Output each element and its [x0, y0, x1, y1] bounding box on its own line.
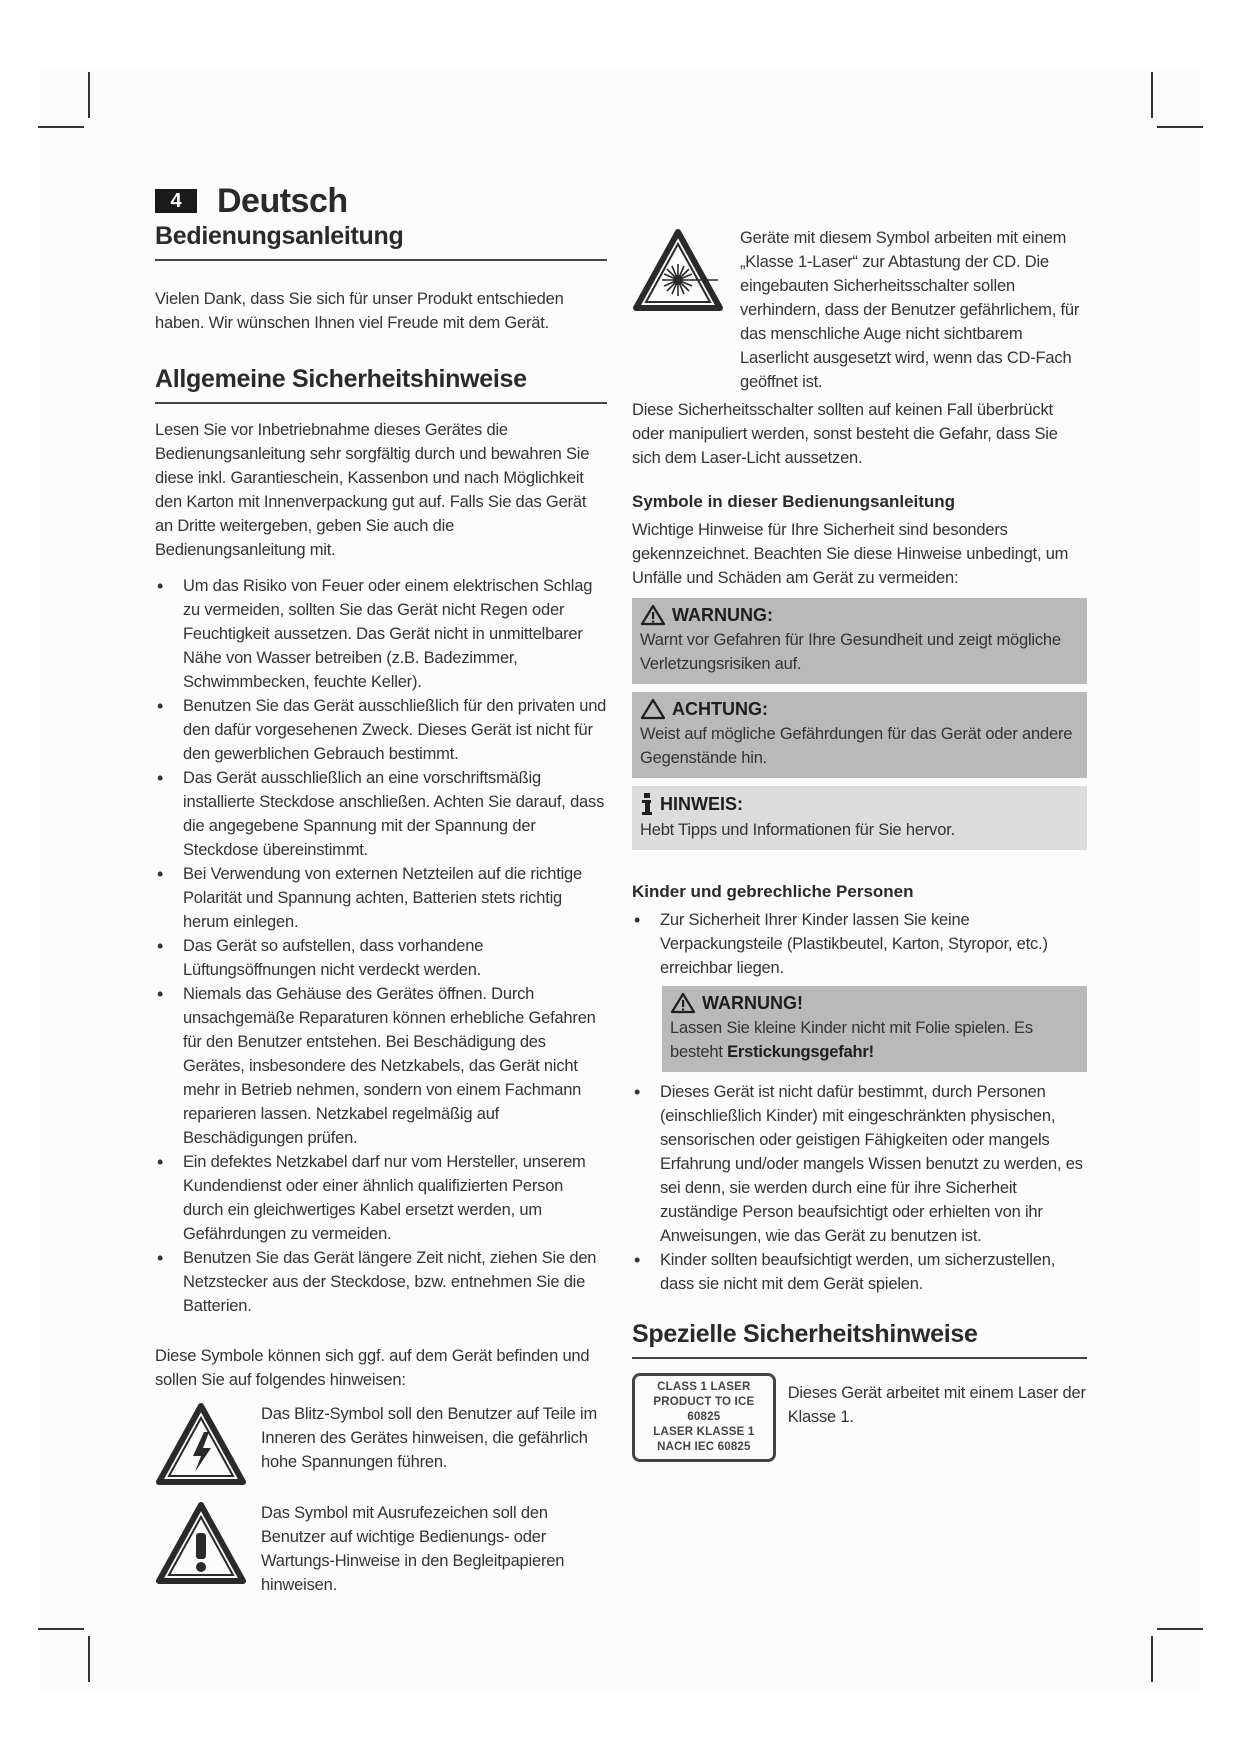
- laser-label-line: PRODUCT TO ICE 60825: [653, 1396, 755, 1423]
- laser-class-row: [632, 1373, 1087, 1462]
- children-warning-title: WARNUNG!: [702, 992, 803, 1013]
- lightning-warning-icon: [155, 1402, 247, 1491]
- laser-warning-icon: [632, 228, 724, 317]
- crop-mark: [1151, 72, 1153, 118]
- list-item: • Das Gerät ausschließlich an eine vorschriftsmäßig installierte Steckdose anschließen. Achten Sie darauf, dass die angegebene Spannung mit der Spannung der Steckdose übereinstimmt.: [155, 766, 607, 862]
- list-item: • Bei Verwendung von externen Netzteilen auf die richtige Polarität und Spannung achten, Batterien stets richtig herum einlegen.: [155, 862, 607, 934]
- crop-mark: [1151, 1636, 1153, 1682]
- caution-triangle-icon: [640, 698, 666, 720]
- warning-text: Warnt vor Gefahren für Ihre Gesundheit und zeigt mögliche Verletzungsrisiken auf.: [640, 631, 1061, 673]
- laser-label-line: LASER KLASSE 1: [653, 1426, 755, 1438]
- note-text: Hebt Tipps und Informationen für Sie hervor.: [640, 821, 955, 839]
- exclamation-text: Das Symbol mit Ausrufezeichen soll den Benutzer auf wichtige Bedienungs- oder Wartungs-Hinweise in den Begleitpapieren hinweisen.: [261, 1504, 565, 1594]
- laser-class-text: Dieses Gerät arbeitet mit einem Laser der Klasse 1.: [787, 1384, 1086, 1426]
- warning-title: WARNUNG:: [672, 604, 773, 625]
- special-safety-title: Spezielle Sicherheitshinweise: [632, 1320, 1087, 1359]
- manual-title: Bedienungsanleitung: [155, 222, 607, 261]
- safety-intro: Lesen Sie vor Inbetriebnahme dieses Gerätes die Bedienungsanleitung sehr sorgfältig durch und bewahren Sie diese inkl. Garantieschein, Kassenbon und nach Möglichkeit den Karton mit Innenverpackung gut auf. Falls Sie das Gerät an Dritte weitergeben, geben Sie auch die Bedienungsanleitung mit.: [155, 421, 590, 559]
- list-item: • Das Gerät so aufstellen, dass vorhandene Lüftungsöffnungen nicht verdeckt werden.: [155, 934, 607, 982]
- right-column: [632, 226, 1087, 1462]
- laser-label-line: NACH IEC 60825: [657, 1441, 751, 1453]
- list-item: • Niemals das Gehäuse des Gerätes öffnen. Durch unsachgemäße Reparaturen können erhebliche Gefahren für den Benutzer entstehen. Bei Beschädigung des Gerätes, insbesondere des Netzkabels, das Gerät nicht mehr in Betrieb nehmen, sondern von einem Fachmann reparieren lassen. Netzkabel regelmäßig auf Beschädigungen prüfen.: [155, 982, 607, 1150]
- laser-warning-text: Diese Sicherheitsschalter sollten auf keinen Fall überbrückt oder manipuliert werden, sonst besteht die Gefahr, dass Sie sich dem Laser-Licht aussetzen.: [632, 401, 1058, 467]
- symbols-intro: Diese Symbole können sich ggf. auf dem Gerät befinden und sollen Sie auf folgendes hinweisen:: [155, 1347, 590, 1389]
- crop-mark: [1157, 126, 1203, 128]
- list-item: • Kinder sollten beaufsichtigt werden, um sicherzustellen, dass sie nicht mit dem Gerät spielen.: [632, 1248, 1087, 1296]
- crop-mark: [38, 1628, 84, 1630]
- list-item: • Um das Risiko von Feuer oder einem elektrischen Schlag zu vermeiden, sollten Sie das Gerät nicht Regen oder Feuchtigkeit aussetzen. Das Gerät nicht in unmittelbarer Nähe von Wasser betreiben (z.B. Badezimmer, Schwimmbecken, feuchte Keller).: [155, 574, 607, 694]
- laser-label-line: CLASS 1 LASER: [657, 1381, 751, 1393]
- crop-mark: [38, 126, 84, 128]
- exclamation-symbol-row: [155, 1501, 607, 1597]
- info-icon: [640, 792, 654, 816]
- lightning-symbol-row: [155, 1402, 607, 1491]
- list-item: • Zur Sicherheit Ihrer Kinder lassen Sie keine Verpackungsteile (Plastikbeutel, Karton, Styropor, etc.) erreichbar liegen.: [632, 908, 1087, 980]
- list-item: • Dieses Gerät ist nicht dafür bestimmt, durch Personen (einschließlich Kinder) mit eingeschränkten physischen, sensorischen oder geistigen Fähigkeiten oder mangels Erfahrung und/oder mangels Wissen benutzt zu werden, es sei denn, sie werden durch eine für ihre Sicherheit zuständige Person beaufsichtigt oder erhielten von ihr Anweisungen, wie das Gerät zu benutzen ist.: [632, 1080, 1087, 1248]
- symbols-title: Symbole in dieser Bedienungsanleitung: [632, 492, 956, 511]
- crop-mark: [88, 72, 90, 118]
- page-number: 4: [155, 189, 197, 213]
- exclamation-warning-icon: [155, 1501, 247, 1590]
- children-warning-box: [662, 986, 1087, 1072]
- children-list-continued: [632, 1080, 1087, 1296]
- crop-mark: [88, 1636, 90, 1682]
- lightning-text: Das Blitz-Symbol soll den Benutzer auf Teile im Inneren des Gerätes hinweisen, die gefährlich hohe Spannungen führen.: [261, 1405, 598, 1471]
- caution-box: [632, 692, 1087, 778]
- warning-box: [632, 598, 1087, 684]
- symbols-text: Wichtige Hinweise für Ihre Sicherheit sind besonders gekennzeichnet. Beachten Sie diese Hinweise unbedingt, um Unfälle und Schäden am Gerät zu vermeiden:: [632, 521, 1069, 587]
- children-list: [632, 908, 1087, 980]
- children-warning-text: Lassen Sie kleine Kinder nicht mit Folie spielen. Es besteht: [670, 1019, 1033, 1061]
- warning-triangle-icon: [640, 604, 666, 626]
- general-safety-title: Allgemeine Sicherheitshinweise: [155, 365, 607, 404]
- warning-triangle-icon: [670, 992, 696, 1014]
- laser-symbol-text: Geräte mit diesem Symbol arbeiten mit einem „Klasse 1-Laser“ zur Abtastung der CD. Die eingebauten Sicherheitsschalter sollen verhindern, dass der Benutzer gefährlichem, für das menschliche Auge nicht sichtbarem Laserlicht ausgesetzt wird, wenn das CD-Fach geöffnet ist.: [740, 229, 1080, 391]
- crop-mark: [1157, 1628, 1203, 1630]
- language-title: Deutsch: [217, 181, 348, 220]
- laser-symbol-row: [632, 226, 1087, 394]
- page-header: [155, 178, 348, 224]
- note-box: [632, 786, 1087, 850]
- note-title: HINWEIS:: [660, 793, 743, 814]
- caution-title: ACHTUNG:: [672, 698, 768, 719]
- list-item: • Ein defektes Netzkabel darf nur vom Hersteller, unserem Kundendienst oder einer ähnlich qualifizierten Person durch ein gleichwertiges Kabel ersetzt werden, um Gefährdungen zu vermeiden.: [155, 1150, 607, 1246]
- list-item: • Benutzen Sie das Gerät ausschließlich für den privaten und den dafür vorgesehenen Zweck. Dieses Gerät ist nicht für den gewerblichen Gebrauch bestimmt.: [155, 694, 607, 766]
- suffocation-hazard: Erstickungsgefahr!: [727, 1043, 874, 1061]
- caution-text: Weist auf mögliche Gefährdungen für das Gerät oder andere Gegenstände hin.: [640, 725, 1073, 767]
- intro-text: Vielen Dank, dass Sie sich für unser Produkt entschieden haben. Wir wünschen Ihnen viel Freude mit dem Gerät.: [155, 290, 564, 332]
- left-column: [155, 222, 607, 1597]
- list-item: • Benutzen Sie das Gerät längere Zeit nicht, ziehen Sie den Netzstecker aus der Steckdose, bzw. entnehmen Sie die Batterien.: [155, 1246, 607, 1318]
- laser-class-label: [632, 1373, 776, 1462]
- safety-list: [155, 574, 607, 1318]
- children-title: Kinder und gebrechliche Personen: [632, 882, 914, 901]
